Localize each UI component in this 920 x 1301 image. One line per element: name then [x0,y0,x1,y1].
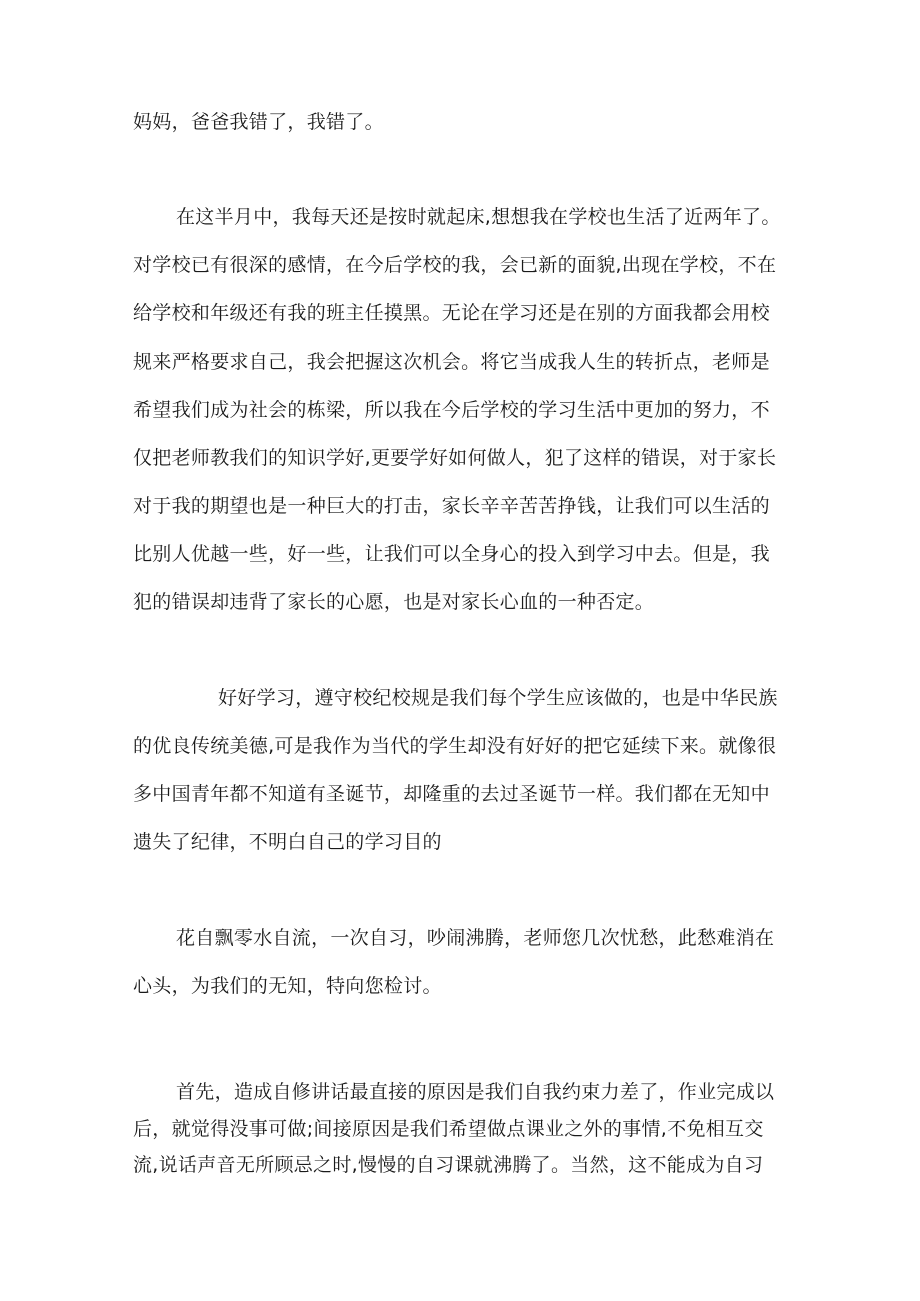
paragraph-5-line-2: 后，就觉得没事可做;间接原因是我们希望做点课业之外的事情,不免相互交 [133,1118,764,1140]
paragraph-2-line-4: 规来严格要求自己，我会把握这次机会。将它当成我人生的转折点，老师是 [133,351,770,373]
paragraph-2-line-6: 仅把老师教我们的知识学好,更要学好如何做人，犯了这样的错误，对于家长 [133,447,777,469]
paragraph-2-line-5: 希望我们成为社会的栋梁，所以我在今后学校的学习生活中更加的努力，不 [133,399,770,421]
paragraph-3-line-3: 多中国青年都不知道有圣诞节，却隆重的去过圣诞节一样。我们都在无知中 [133,783,770,805]
paragraph-5-line-3: 流,说话声音无所顾忌之时,慢慢的自习课就沸腾了。当然，这不能成为自习 [133,1154,764,1176]
paragraph-2-line-3: 给学校和年级还有我的班主任摸黑。无论在学习还是在别的方面我都会用校 [133,302,770,324]
paragraph-2-line-9: 犯的错误却违背了家长的心愿，也是对家长心血的一种否定。 [133,591,655,613]
paragraph-2-line-8: 比别人优越一些，好一些，让我们可以全身心的投入到学习中去。但是，我 [133,543,770,565]
paragraph-3-line-1: 好好学习，遵守校纪校规是我们每个学生应该做的，也是中华民族 [218,687,778,709]
paragraph-4-line-2: 心头，为我们的无知，特向您检讨。 [133,975,442,997]
paragraph-3-line-2: 的优良传统美德,可是我作为当代的学生却没有好好的把它延续下来。就像很 [133,735,777,757]
paragraph-3-line-4: 遗失了纪律，不明白自己的学习目的 [133,831,442,853]
paragraph-4-line-1: 花自飘零水自流，一次自习，吵闹沸腾，老师您几次忧愁，此愁难消在 [176,927,775,949]
paragraph-2-line-1: 在这半月中，我每天还是按时就起床,想想我在学校也生活了近两年了。 [176,206,781,228]
paragraph-1-line-1: 妈妈，爸爸我错了，我错了。 [133,111,384,133]
paragraph-2-line-2: 对学校已有很深的感情，在今后学校的我，会已新的面貌,出现在学校，不在 [133,254,777,276]
paragraph-2-line-7: 对于我的期望也是一种巨大的打击，家长辛辛苦苦挣钱，让我们可以生活的 [133,495,770,517]
paragraph-5-line-1: 首先，造成自修讲话最直接的原因是我们自我约束力差了，作业完成以 [176,1081,775,1103]
